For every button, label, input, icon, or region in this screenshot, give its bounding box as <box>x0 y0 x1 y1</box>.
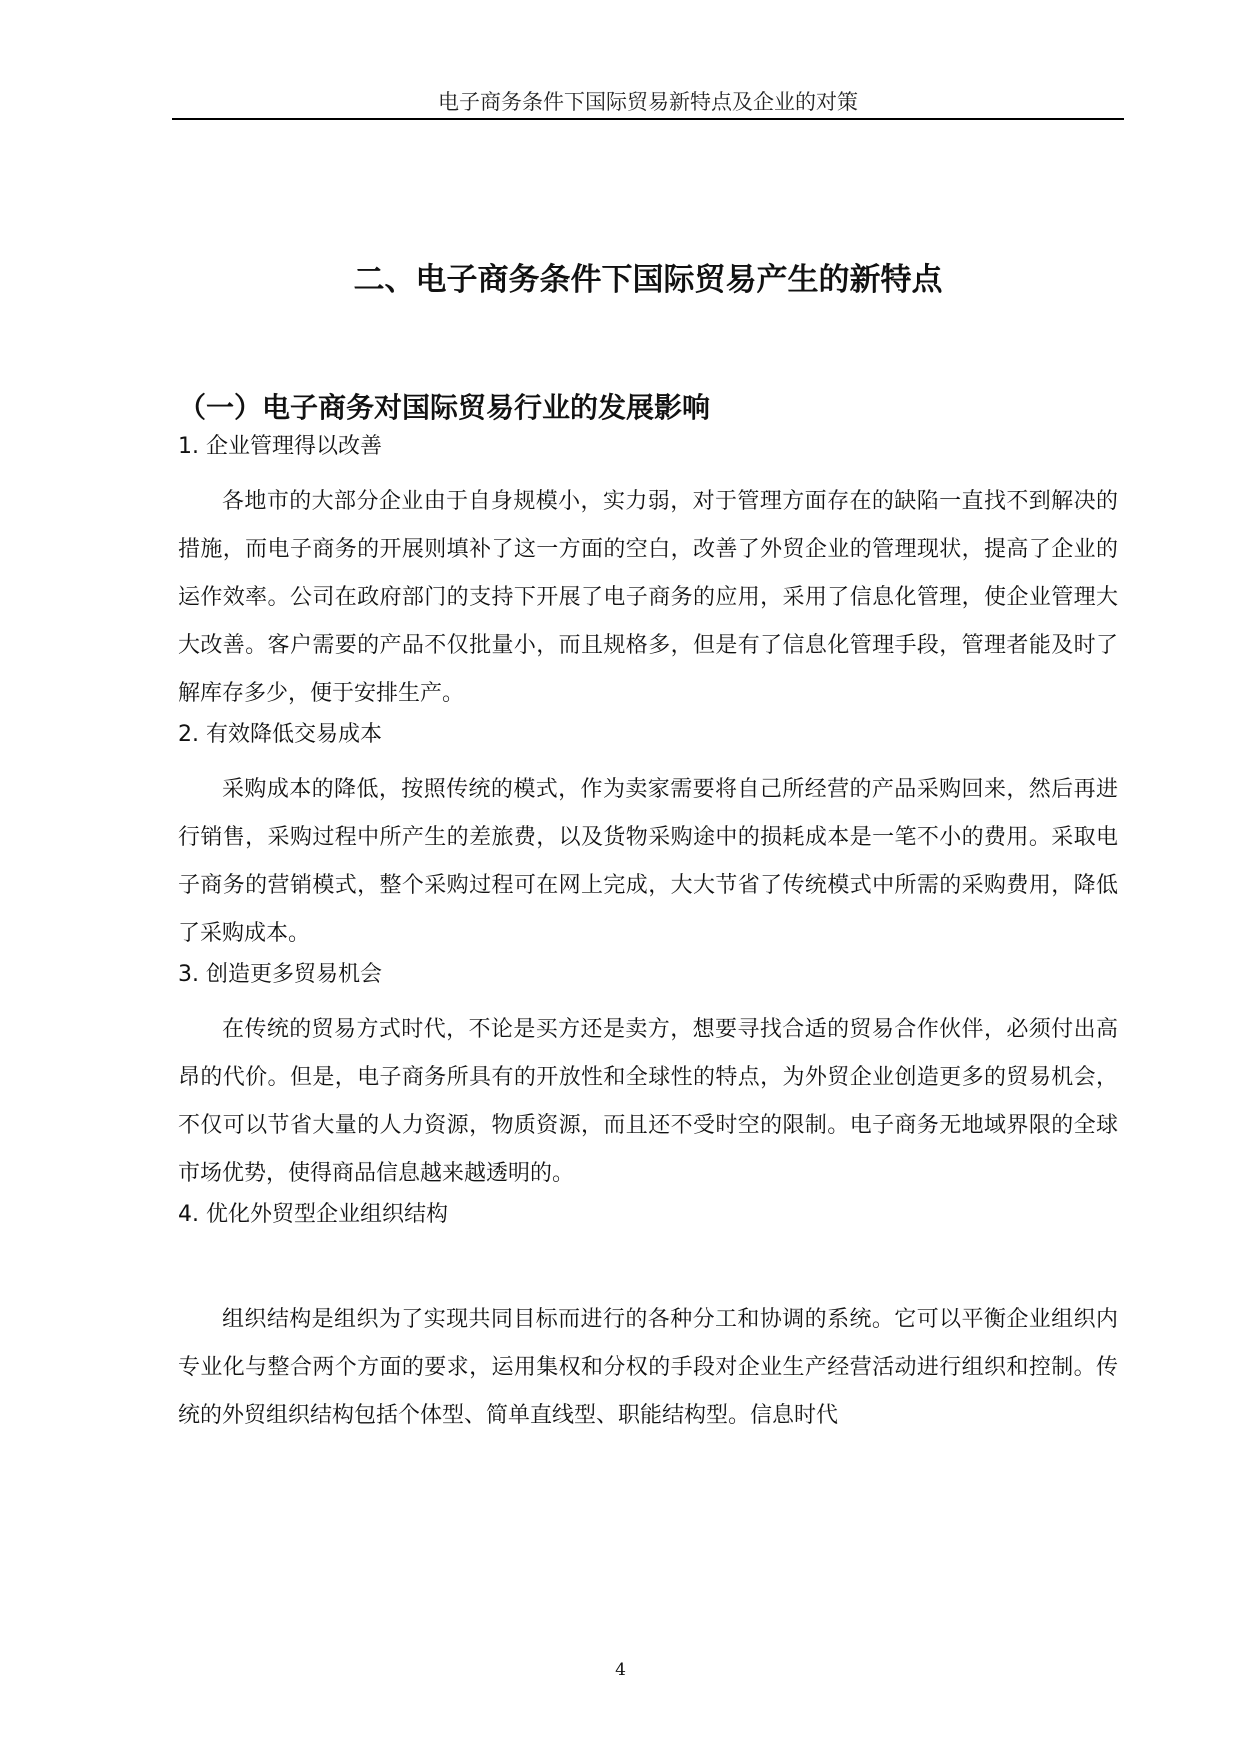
subsection-3 <box>178 960 1118 1198</box>
subsection-1 <box>178 432 1118 718</box>
subsection-4 <box>178 1200 1118 1440</box>
chapter-title: 二、电子商务条件下国际贸易产生的新特点 <box>353 262 943 298</box>
body-paragraph: 各地市的大部分企业由于自身规模小，实力弱，对于管理方面存在的缺陷一直找不到解决的措施，而电子商务的开展则填补了这一方面的空白，改善了外贸企业的管理现状，提高了企业的运作效率。公司在政府部门的支持下开展了电子商务的应用，采用了信息化管理，使企业管理大大改善。客户需要的产品不仅批量小，而且规格多，但是有了信息化管理手段，管理者能及时了解库存多少，便于安排生产。 <box>178 489 1118 706</box>
running-header: 电子商务条件下国际贸易新特点及企业的对策 <box>438 90 858 114</box>
subsection-heading: 1. 企业管理得以改善 <box>178 434 382 459</box>
subsection-2 <box>178 720 1118 958</box>
section-title: （一）电子商务对国际贸易行业的发展影响 <box>178 391 711 424</box>
body-paragraph: 组织结构是组织为了实现共同目标而进行的各种分工和协调的系统。它可以平衡企业组织内专业化与整合两个方面的要求，运用集权和分权的手段对企业生产经营活动进行组织和控制。传统的外贸组织结构包括个体型、简单直线型、职能结构型。信息时代 <box>178 1307 1118 1428</box>
body-paragraph: 在传统的贸易方式时代，不论是买方还是卖方，想要寻找合适的贸易合作伙伴，必须付出高昂的代价。但是，电子商务所具有的开放性和全球性的特点，为外贸企业创造更多的贸易机会，不仅可以节省大量的人力资源，物质资源，而且还不受时空的限制。电子商务无地域界限的全球市场优势，使得商品信息越来越透明的。 <box>178 1017 1118 1186</box>
body-paragraph: 采购成本的降低，按照传统的模式，作为卖家需要将自己所经营的产品采购回来，然后再进行销售，采购过程中所产生的差旅费，以及货物采购途中的损耗成本是一笔不小的费用。采取电子商务的营销模式，整个采购过程可在网上完成，大大节省了传统模式中所需的采购费用，降低了采购成本。 <box>178 777 1118 946</box>
header-rule <box>172 118 1124 120</box>
subsection-heading: 4. 优化外贸型企业组织结构 <box>178 1202 448 1227</box>
subsection-heading: 2. 有效降低交易成本 <box>178 722 382 747</box>
subsection-heading: 3. 创造更多贸易机会 <box>178 962 382 987</box>
page-number: 4 <box>615 1660 626 1680</box>
